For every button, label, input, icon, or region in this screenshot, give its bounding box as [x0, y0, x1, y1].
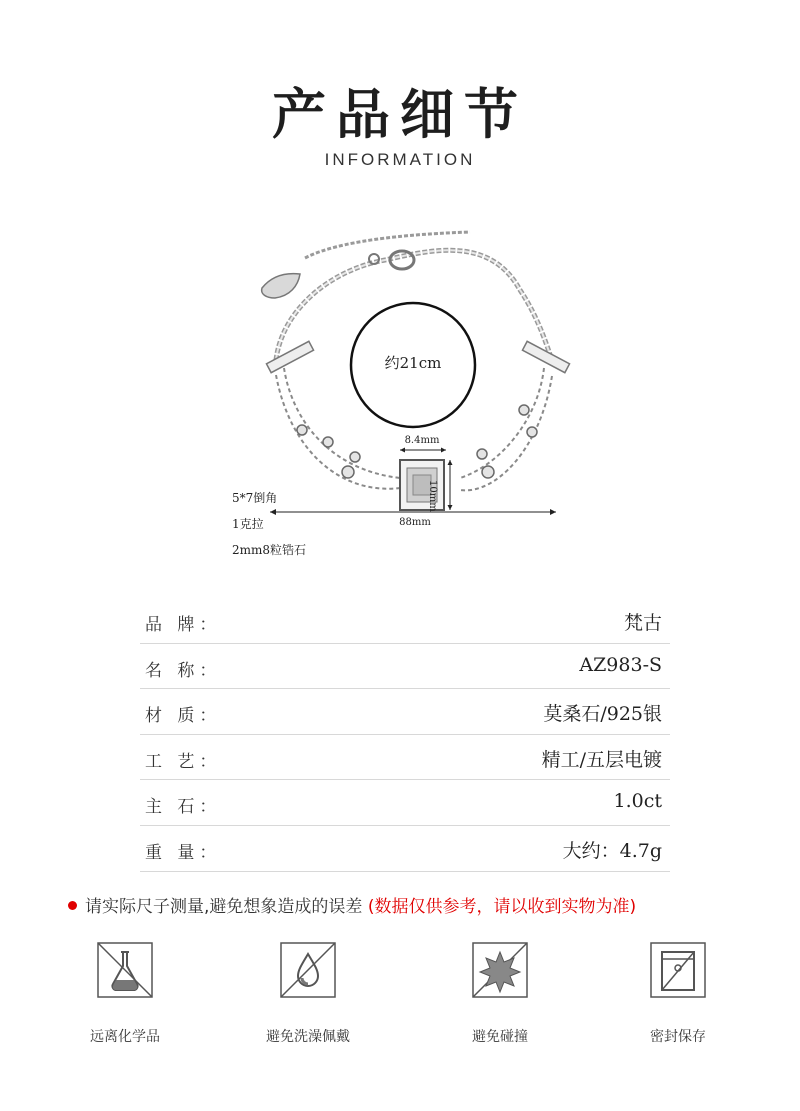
spec-row-weight [140, 826, 670, 872]
care-item-chemicals [55, 940, 195, 1046]
spec-value: 1.0ct [613, 790, 662, 813]
spec-table [140, 598, 670, 872]
sealed-bag-icon [648, 940, 708, 1000]
notice-text: 请实际尺子测量,避免想象造成的误差 [85, 897, 363, 917]
spec-row-craft [140, 735, 670, 781]
care-item-sealed [608, 940, 748, 1046]
spec-label: 名 称： [145, 660, 222, 681]
red-dot-icon [68, 901, 77, 910]
spec-value: AZ983-S [579, 653, 662, 676]
spec-value: 莫桑石/925银 [543, 703, 662, 726]
impact-burst-icon [470, 940, 530, 1000]
spec-value: 梵古 [623, 612, 662, 634]
page-title: 产品细节 [272, 83, 528, 146]
chemical-flask-icon [95, 940, 155, 1000]
care-label: 避免洗澡佩戴 [266, 1029, 350, 1045]
note-carat: 1克拉 [232, 517, 264, 531]
care-label: 避免碰撞 [472, 1029, 528, 1045]
care-item-impact [430, 940, 570, 1046]
spec-label: 主 石： [145, 797, 222, 818]
circumference-label: 约21cm [384, 354, 442, 372]
notice-highlight: (数据仅供参考，请以收到实物为准) [367, 897, 637, 917]
care-label: 密封保存 [650, 1029, 706, 1045]
bracelet-diagram [0, 210, 800, 570]
spec-row-material [140, 689, 670, 735]
spec-value: 大约：4.7g [562, 839, 662, 862]
spec-label: 材 质： [145, 706, 222, 727]
bracelet-length-label: 88mm [399, 517, 431, 528]
care-item-bathing [238, 940, 378, 1046]
spec-row-main-stone [140, 780, 670, 826]
bracelet-illustration [0, 210, 800, 570]
spec-value: 精工/五层电镀 [541, 748, 662, 771]
spec-label: 重 量： [145, 842, 222, 863]
spec-label: 工 艺： [145, 751, 222, 772]
stone-height-label: 10mm [427, 480, 438, 512]
spec-row-brand [140, 598, 670, 644]
page-subtitle: INFORMATION [324, 150, 476, 169]
stone-notes [232, 485, 306, 563]
measurement-notice [68, 892, 636, 917]
spec-label: 品 牌： [145, 615, 222, 635]
care-label: 远离化学品 [90, 1029, 160, 1045]
note-cut: 5*7倒角 [232, 491, 278, 505]
note-zircon: 2mm8粒锆石 [232, 543, 307, 557]
spec-row-name [140, 644, 670, 690]
water-drop-icon [278, 940, 338, 1000]
stone-width-label: 8.4mm [404, 435, 440, 446]
